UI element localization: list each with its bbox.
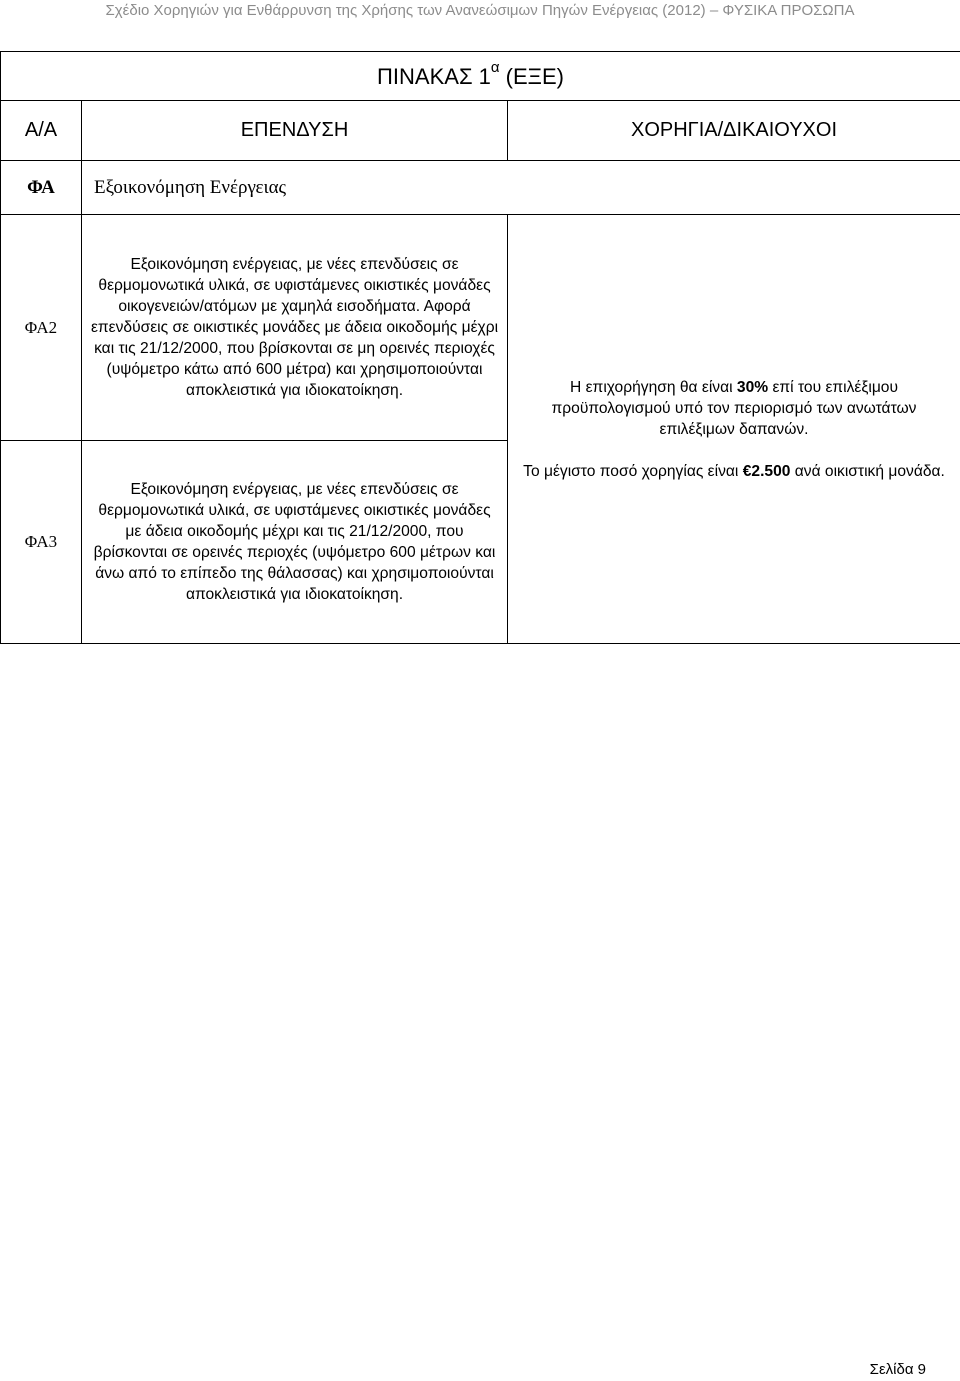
grant-cell (508, 215, 960, 644)
column-header-aa: Α/Α (1, 101, 82, 161)
grant-text (508, 377, 960, 482)
row-description-cell (82, 441, 508, 644)
row-description: Εξοικονόμηση ενέργειας, με νέες επενδύσεις σε θερμομονωτικά υλικά, σε υφιστάμενες οικιστικές μονάδες οικογενειών/ατόμων με χαμηλά εισοδήματα. Αφορά επενδύσεις σε οικιστικές μονάδες με άδεια οικοδομής μέχρι και τις 21/12/2000, που βρίσκονται σε μη ορεινές περιοχές (υψόμετρο κάτω από 600 μέτρα) και χρησιμοποιούνται αποκλειστικά για ιδιοκατοίκηση. (90, 256, 499, 399)
grant-table (0, 51, 960, 644)
row-description-cell (82, 215, 508, 441)
page-number: Σελίδα 9 (869, 1361, 926, 1378)
table-row (1, 215, 960, 441)
grant-percentage-text: Η επιχορήγηση θα είναι 30% επί του επιλέξιμου προϋπολογισμού υπό τον περιορισμό των ανωτάτων επιλέξιμων δαπανών. (551, 378, 917, 438)
table-title-cell (1, 52, 960, 101)
column-header-grant: ΧΟΡΗΓΙΑ/ΔΙΚΑΙΟΥΧΟΙ (508, 101, 960, 161)
document-header: Σχέδιο Χορηγιών για Ενθάρρυνση της Χρήσης των Ανανεώσιμων Πηγών Ενέργειας (2012) – ΦΥΣΙΚΑ ΠΡΟΣΩΠΑ (105, 2, 855, 19)
table-title: ΠΙΝΑΚΑΣ $1^\alpha$ (ΕΞΕ) (377, 59, 564, 89)
section-code: ΦΑ (1, 161, 82, 215)
row-code: ΦΑ2 (1, 215, 82, 441)
table-title-superscript: α (490, 59, 500, 77)
section-row (1, 161, 960, 215)
row-code: ΦΑ3 (1, 441, 82, 644)
table-title-row (1, 52, 960, 101)
row-description: Εξοικονόμηση ενέργειας, με νέες επενδύσεις σε θερμομονωτικά υλικά, σε υφιστάμενες οικιστικές μονάδες με άδεια οικοδομής μέχρι και τις 21/12/2000, που βρίσκονται σε ορεινές περιοχές (υψόμετρο 600 μέτρων και άνω από το επίπεδο της θάλασσας) και χρησιμοποιούνται αποκλειστικά για ιδιοκατοίκηση. (93, 481, 496, 603)
column-header-investment: ΕΠΕΝΔΥΣΗ (82, 101, 508, 161)
section-label: Εξοικονόμηση Ενέργειας (82, 161, 960, 215)
grant-maximum-text: Το μέγιστο ποσό χορηγίας είναι €2.500 ανά οικιστική μονάδα. (523, 462, 945, 480)
column-header-row (1, 101, 960, 161)
